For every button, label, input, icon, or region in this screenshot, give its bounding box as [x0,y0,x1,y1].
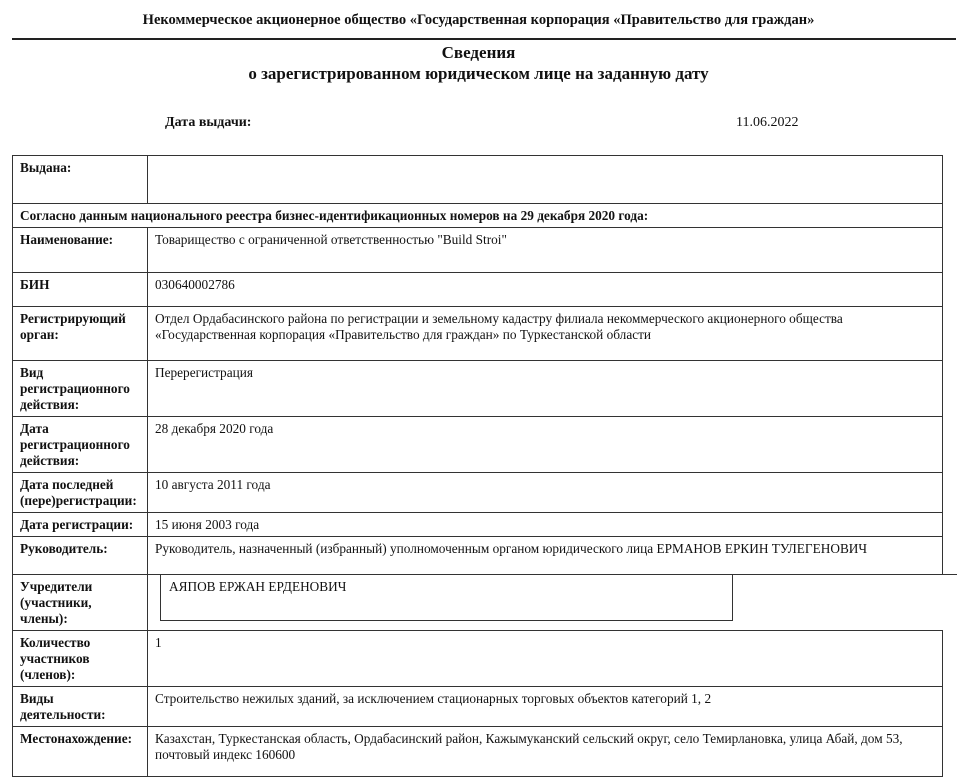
registration-table [12,155,943,777]
organization-header: Некоммерческое акционерное общество «Государственная корпорация «Правительство для граждан» [142,12,815,28]
activities-value: Строительство нежилых зданий, за исключением стационарных торговых объектов категорий 1, 2 [148,687,943,727]
header-divider [12,38,956,40]
last-reregistration-label: Дата последней (пере)регистрации: [13,473,148,513]
location-value: Казахстан, Туркестанская область, Ордабасинский район, Кажымуканский сельский округ, село Темирлановка, улица Абай, дом 53, почтовый индекс 160600 [148,727,943,777]
row-location [13,727,943,777]
location-label: Местонахождение: [13,727,148,777]
director-label: Руководитель: [13,537,148,575]
title-line-2: о зарегистрированном юридическом лице на заданную дату [248,64,709,83]
founders-divider [733,574,957,575]
bin-label: БИН [13,273,148,307]
director-value: Руководитель, назначенный (избранный) уполномоченным органом юридического лица ЕРМАНОВ ЕРКИН ТУЛЕГЕНОВИЧ [148,537,943,575]
name-label: Наименование: [13,228,148,273]
row-activities [13,687,943,727]
registering-body-label: Регистрирующий орган: [13,307,148,361]
founders-label: Учредители (участники, члены): [13,575,148,631]
last-reregistration-value: 10 августа 2011 года [148,473,943,513]
row-name [13,228,943,273]
activities-label: Виды деятельности: [13,687,148,727]
issue-date-label: Дата выдачи: [165,115,252,130]
issue-date-value: 11.06.2022 [736,115,799,130]
row-bin [13,273,943,307]
row-registration-date [13,513,943,537]
bin-value: 030640002786 [148,273,943,307]
registration-action-label: Вид регистрационного действия: [13,361,148,417]
row-member-count [13,631,943,687]
registering-body-value: Отдел Ордабасинского района по регистрации и земельному кадастру филиала некоммерческого акционерного общества «Государственная корпорация «Правительство для граждан» по Туркестанской области [148,307,943,361]
registration-action-value: Перерегистрация [148,361,943,417]
founders-value: АЯПОВ ЕРЖАН ЕРДЕНОВИЧ [160,574,733,621]
row-registry-note [13,204,943,228]
row-director [13,537,943,575]
registration-action-date-value: 28 декабря 2020 года [148,417,943,473]
registration-action-date-label: Дата регистрационного действия: [13,417,148,473]
row-issued-to [13,156,943,204]
issued-to-label: Выдана: [13,156,148,204]
title-line-1: Сведения [441,43,516,62]
issued-to-value [148,156,943,204]
row-registering-body [13,307,943,361]
row-registration-action [13,361,943,417]
registry-note: Согласно данным национального реестра бизнес-идентификационных номеров на 29 декабря 2020 года: [13,204,943,228]
registration-date-value: 15 июня 2003 года [148,513,943,537]
registration-date-label: Дата регистрации: [13,513,148,537]
member-count-label: Количество участников (членов): [13,631,148,687]
row-last-reregistration [13,473,943,513]
name-value: Товарищество с ограниченной ответственностью "Build Stroi" [148,228,943,273]
member-count-value: 1 [148,631,943,687]
row-registration-action-date [13,417,943,473]
document-title [0,42,957,84]
